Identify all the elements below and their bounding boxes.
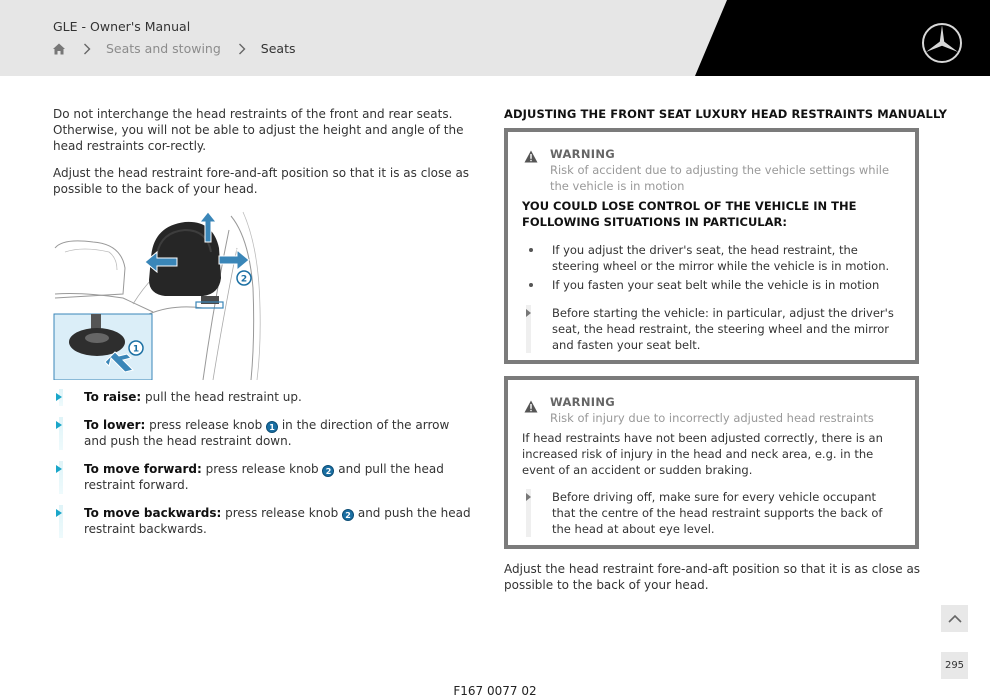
step-arrow-icon	[56, 465, 62, 473]
closing-paragraph: Adjust the head restraint fore-and-aft position so that it is as close as possible to the back of your head.	[504, 562, 921, 592]
section-title: ADJUSTING THE FRONT SEAT LUXURY HEAD RESTRAINTS MANUALLY	[504, 107, 948, 121]
adjust-paragraph: Adjust the head restraint fore-and-aft position so that it is as close as possible to the back of your head.	[53, 166, 470, 196]
step-arrow-icon	[56, 393, 62, 401]
warning-heading: WARNING	[550, 147, 615, 161]
knob-1-label: 1	[132, 344, 140, 355]
chevron-right-icon	[235, 42, 249, 56]
warning-heading: WARNING	[550, 395, 615, 409]
page-header	[0, 0, 990, 76]
chevron-right-icon	[80, 42, 94, 56]
home-icon[interactable]	[52, 42, 66, 56]
warning-triangle-icon	[524, 150, 538, 163]
breadcrumb-item-seats-and-stowing[interactable]: Seats and stowing	[106, 41, 221, 56]
warning-action: Before starting the vehicle: in particular, adjust the driver's seat, the head restraint, the steering wheel and the mirror and fasten your seat belt.	[552, 305, 897, 353]
warning-box-injury	[504, 376, 919, 549]
action-arrow-icon	[526, 309, 531, 317]
step-arrow-icon	[56, 421, 62, 429]
scroll-to-top-button[interactable]	[941, 605, 968, 632]
intro-paragraph: Do not interchange the head restraints of the front and rear seats. Otherwise, you will not be able to adjust the height and angle of the head restraints cor-rectly.	[53, 107, 464, 153]
warning-subtitle: Risk of accident due to adjusting the vehicle settings while the vehicle is in motion	[550, 163, 890, 193]
step-move-backwards: To move backwards: press release knob 2 and push the head restraint backwards.	[53, 505, 473, 538]
mercedes-star-logo[interactable]	[921, 22, 963, 64]
action-arrow-icon	[526, 493, 531, 501]
warning-text: If head restraints have not been adjusted correctly, there is an increased risk of injury in the head and neck area, e.g. in the event of an accident or sudden braking.	[522, 431, 883, 477]
head-restraint-illustration	[53, 208, 263, 380]
knob-badge: 1	[266, 421, 278, 433]
warning-bullet: If you adjust the driver's seat, the head restraint, the steering wheel or the mirror while the vehicle is in motion.	[552, 242, 902, 274]
steps-list	[53, 389, 473, 549]
page-number: 295	[941, 652, 968, 679]
figure-code: F167 0077 02	[453, 684, 537, 698]
knob-2-label: 2	[240, 274, 248, 285]
warning-subtitle: Risk of injury due to incorrectly adjusted head restraints	[550, 411, 874, 425]
knob-badge: 2	[322, 465, 334, 477]
warning-triangle-icon	[524, 400, 538, 413]
chevron-up-icon	[948, 614, 962, 624]
breadcrumb	[52, 41, 295, 56]
warning-box-accident	[504, 128, 919, 364]
warning-action: Before driving off, make sure for every vehicle occupant that the centre of the head restraint supports the back of the head at about eye level.	[552, 489, 897, 537]
warning-caps-text: YOU COULD LOSE CONTROL OF THE VEHICLE IN THE FOLLOWING SITUATIONS IN PARTICULAR:	[522, 199, 857, 229]
warning-bullet: If you fasten your seat belt while the vehicle is in motion	[552, 277, 902, 293]
manual-title: GLE - Owner's Manual	[53, 19, 191, 34]
knob-badge: 2	[342, 509, 354, 521]
step-lower: To lower: press release knob 1 in the direction of the arrow and push the head restraint down.	[53, 417, 473, 450]
breadcrumb-item-seats: Seats	[260, 41, 296, 56]
step-arrow-icon	[56, 509, 62, 517]
step-move-forward: To move forward: press release knob 2 and pull the head restraint forward.	[53, 461, 473, 494]
step-raise: To raise: pull the head restraint up.	[53, 389, 473, 406]
